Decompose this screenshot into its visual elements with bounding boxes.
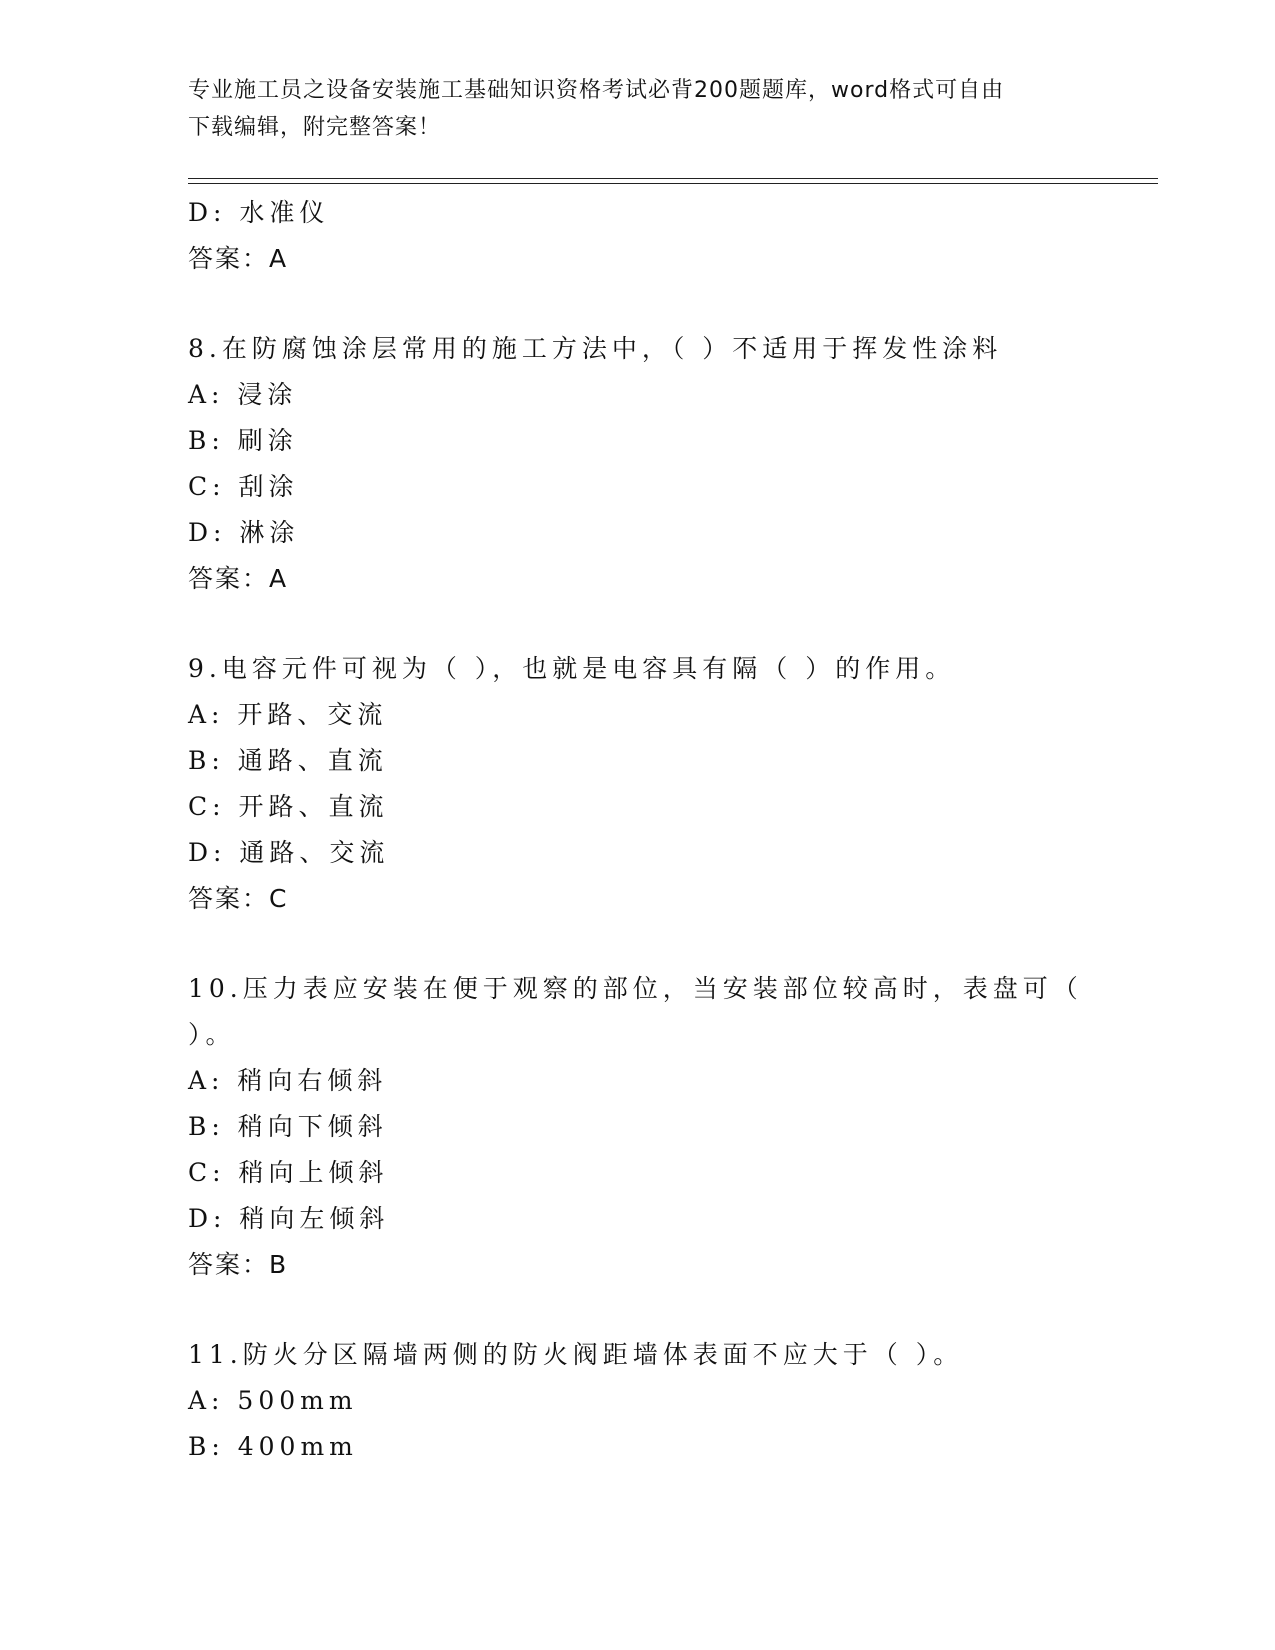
question-title: 11.防火分区隔墙两侧的防火阀距墙体表面不应大于（ ）。	[188, 1340, 964, 1369]
question-title: 9.电容元件可视为（ ），也就是电容具有隔（ ）的作用。	[188, 654, 956, 683]
header-divider-top	[188, 178, 1158, 179]
answer-line: 答案：A	[188, 564, 289, 593]
option-a: A: 浸涂	[188, 380, 298, 409]
header-divider-bottom	[188, 183, 1158, 184]
question-title-line-2: ）。	[188, 1020, 236, 1049]
option-c: C: 开路、直流	[188, 792, 389, 821]
answer-line: 答案：C	[188, 884, 289, 913]
option-b: B: 通路、直流	[188, 746, 388, 775]
header-line-2: 下载编辑，附完整答案！	[188, 115, 442, 140]
option-b: B: 刷涂	[188, 426, 298, 455]
option-a: A: 稍向右倾斜	[188, 1066, 388, 1095]
answer-line: 答案：B	[188, 1250, 289, 1279]
question-list	[188, 190, 1088, 1470]
option-c: C: 刮涂	[188, 472, 299, 501]
question-title: 8.在防腐蚀涂层常用的施工方法中，（ ）不适用于挥发性涂料	[188, 334, 1003, 363]
question-title-line-1: 10.压力表应安装在便于观察的部位，当安装部位较高时，表盘可（	[188, 974, 1083, 1003]
answer-line: 答案：A	[188, 244, 289, 273]
option-d: D: 稍向左倾斜	[188, 1204, 390, 1233]
option-d: D: 通路、交流	[188, 838, 390, 867]
option-b: B: 稍向下倾斜	[188, 1112, 388, 1141]
document-header	[188, 72, 1088, 146]
header-line-1: 专业施工员之设备安装施工基础知识资格考试必背200题题库，word格式可自由	[188, 78, 1005, 103]
option-b: B: 400mm	[188, 1432, 358, 1461]
option-a: A: 开路、交流	[188, 700, 388, 729]
option-d: D: 水准仪	[188, 198, 330, 227]
option-d: D: 淋涂	[188, 518, 300, 547]
option-a: A: 500mm	[188, 1386, 358, 1415]
option-c: C: 稍向上倾斜	[188, 1158, 389, 1187]
